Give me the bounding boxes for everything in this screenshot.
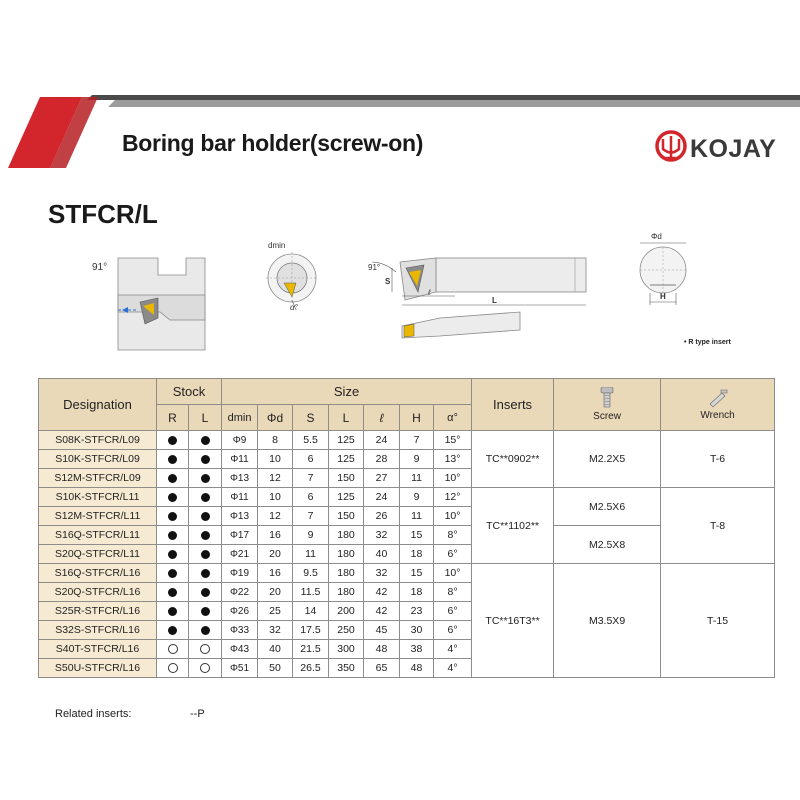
dmin-cell: Φ19: [222, 564, 258, 583]
in-stock-dot-icon: [201, 493, 210, 502]
stock-l-cell: [189, 545, 222, 564]
s-cell: 26.5: [293, 659, 329, 678]
ell-cell: 26: [364, 507, 400, 526]
wrench-cell: T-15: [661, 564, 775, 678]
L-cell: 180: [329, 526, 364, 545]
dmin-cell: Φ17: [222, 526, 258, 545]
h-cell: 18: [400, 583, 434, 602]
designation-cell: S25R-STFCR/L16: [39, 602, 157, 621]
stock-l-cell: [189, 488, 222, 507]
stock-r-cell: [157, 659, 189, 678]
stock-r-cell: [157, 450, 189, 469]
screw-cell: M2.5X8: [554, 526, 661, 564]
h-label: H: [660, 292, 666, 301]
dmin-cell: Φ11: [222, 450, 258, 469]
ell-cell: 42: [364, 583, 400, 602]
L-cell: 180: [329, 545, 364, 564]
in-stock-dot-icon: [201, 626, 210, 635]
stock-l-cell: [189, 640, 222, 659]
dmin-cell: Φ21: [222, 545, 258, 564]
side-view-diagram: [372, 258, 586, 338]
stock-r-cell: [157, 431, 189, 450]
ell-cell: 65: [364, 659, 400, 678]
table-row: [39, 564, 775, 583]
h-cell: 15: [400, 526, 434, 545]
s-cell: 6: [293, 488, 329, 507]
designation-cell: S12M-STFCR/L11: [39, 507, 157, 526]
stock-r-cell: [157, 545, 189, 564]
s-cell: 5.5: [293, 431, 329, 450]
stock-r-cell: [157, 602, 189, 621]
l-small-label: ℓ: [428, 288, 431, 297]
stock-r-cell: [157, 640, 189, 659]
wrench-icon: [707, 388, 729, 408]
in-stock-dot-icon: [168, 626, 177, 635]
wrench-cell: T-6: [661, 431, 775, 488]
screw-cell: M3.5X9: [554, 564, 661, 678]
stock-l-cell: [189, 450, 222, 469]
phid-cell: 32: [258, 621, 293, 640]
s-cell: 9.5: [293, 564, 329, 583]
L-cell: 150: [329, 507, 364, 526]
alpha-label: α°: [290, 303, 298, 312]
front-view-diagram: [118, 258, 205, 350]
designation-cell: S16Q-STFCR/L16: [39, 564, 157, 583]
th-h: H: [400, 405, 434, 431]
dmin-cell: Φ11: [222, 488, 258, 507]
ell-cell: 48: [364, 640, 400, 659]
th-size: Size: [222, 379, 472, 405]
spec-table: [38, 378, 775, 678]
in-stock-dot-icon: [168, 531, 177, 540]
on-order-dot-icon: [168, 644, 178, 654]
s-cell: 14: [293, 602, 329, 621]
dmin-cell: Φ22: [222, 583, 258, 602]
phid-cell: 10: [258, 450, 293, 469]
phid-cell: 12: [258, 507, 293, 526]
s-cell: 11.5: [293, 583, 329, 602]
kojay-logo-icon: [657, 132, 685, 160]
in-stock-dot-icon: [168, 512, 177, 521]
alpha-cell: 6°: [434, 545, 472, 564]
wrench-label: Wrench: [700, 410, 735, 421]
dmin-cell: Φ26: [222, 602, 258, 621]
in-stock-dot-icon: [201, 550, 210, 559]
ell-cell: 32: [364, 526, 400, 545]
h-cell: 7: [400, 431, 434, 450]
designation-cell: S20Q-STFCR/L16: [39, 583, 157, 602]
L-cell: 125: [329, 450, 364, 469]
stock-l-cell: [189, 564, 222, 583]
screw-cell: M2.5X6: [554, 488, 661, 526]
table-row: [39, 488, 775, 507]
in-stock-dot-icon: [168, 588, 177, 597]
spec-table-body: [39, 431, 775, 678]
in-stock-dot-icon: [168, 436, 177, 445]
alpha-cell: 6°: [434, 621, 472, 640]
ell-cell: 42: [364, 602, 400, 621]
alpha-cell: 10°: [434, 507, 472, 526]
th-wrench: [661, 379, 775, 431]
alpha-cell: 10°: [434, 564, 472, 583]
th-ell: ℓ: [364, 405, 400, 431]
in-stock-dot-icon: [201, 474, 210, 483]
th-L: L: [329, 405, 364, 431]
h-cell: 18: [400, 545, 434, 564]
wrench-cell: T-8: [661, 488, 775, 564]
designation-cell: S50U-STFCR/L16: [39, 659, 157, 678]
phid-cell: 12: [258, 469, 293, 488]
banner-gray-band: [108, 100, 800, 107]
in-stock-dot-icon: [168, 493, 177, 502]
screw-icon: [600, 387, 614, 409]
s-cell: 17.5: [293, 621, 329, 640]
phid-cell: 25: [258, 602, 293, 621]
s-cell: 6: [293, 450, 329, 469]
dmin-cell: Φ51: [222, 659, 258, 678]
in-stock-dot-icon: [201, 607, 210, 616]
phid-cell: 16: [258, 564, 293, 583]
h-cell: 15: [400, 564, 434, 583]
l-big-label: L: [492, 296, 497, 305]
designation-cell: S16Q-STFCR/L11: [39, 526, 157, 545]
phid-cell: 8: [258, 431, 293, 450]
alpha-cell: 13°: [434, 450, 472, 469]
th-inserts: Inserts: [472, 379, 554, 431]
th-stock: Stock: [157, 379, 222, 405]
ell-cell: 32: [364, 564, 400, 583]
in-stock-dot-icon: [201, 436, 210, 445]
dmin-label: dmin: [268, 241, 286, 250]
stock-l-cell: [189, 659, 222, 678]
in-stock-dot-icon: [201, 455, 210, 464]
phid-cell: 20: [258, 583, 293, 602]
alpha-cell: 4°: [434, 640, 472, 659]
th-s: S: [293, 405, 329, 431]
h-cell: 11: [400, 469, 434, 488]
h-cell: 11: [400, 507, 434, 526]
stock-r-cell: [157, 469, 189, 488]
L-cell: 125: [329, 431, 364, 450]
s-cell: 9: [293, 526, 329, 545]
L-cell: 200: [329, 602, 364, 621]
stock-r-cell: [157, 564, 189, 583]
th-dmin: dmin: [222, 405, 258, 431]
designation-cell: S10K-STFCR/L11: [39, 488, 157, 507]
designation-cell: S32S-STFCR/L16: [39, 621, 157, 640]
designation-cell: S10K-STFCR/L09: [39, 450, 157, 469]
in-stock-dot-icon: [168, 607, 177, 616]
s-cell: 7: [293, 469, 329, 488]
brand-name: KOJAY: [690, 135, 777, 163]
stock-r-cell: [157, 583, 189, 602]
designation-cell: S20Q-STFCR/L11: [39, 545, 157, 564]
stock-l-cell: [189, 431, 222, 450]
dmin-cell: Φ43: [222, 640, 258, 659]
s-cell: 21.5: [293, 640, 329, 659]
related-inserts-label: Related inserts:: [55, 708, 132, 720]
ell-cell: 45: [364, 621, 400, 640]
front-angle-label: 91°: [92, 262, 108, 273]
th-designation: Designation: [39, 379, 157, 431]
L-cell: 150: [329, 469, 364, 488]
stock-r-cell: [157, 526, 189, 545]
designation-cell: S40T-STFCR/L16: [39, 640, 157, 659]
in-stock-dot-icon: [201, 531, 210, 540]
in-stock-dot-icon: [201, 512, 210, 521]
s-cell: 11: [293, 545, 329, 564]
page-title: Boring bar holder(screw-on): [122, 130, 424, 156]
h-cell: 48: [400, 659, 434, 678]
table-row: [39, 431, 775, 450]
screw-cell: M2.2X5: [554, 431, 661, 488]
th-l: L: [189, 405, 222, 431]
stock-l-cell: [189, 526, 222, 545]
phi-d-label: Φd: [651, 232, 662, 241]
banner-dark-band: [87, 95, 800, 100]
s-cell: 7: [293, 507, 329, 526]
L-cell: 180: [329, 583, 364, 602]
th-r: R: [157, 405, 189, 431]
related-inserts-value: --P: [190, 708, 205, 720]
h-cell: 9: [400, 450, 434, 469]
dmin-cell: Φ13: [222, 469, 258, 488]
alpha-cell: 8°: [434, 526, 472, 545]
model-title: STFCR/L: [48, 199, 158, 229]
alpha-cell: 6°: [434, 602, 472, 621]
insert-cell: TC**1102**: [472, 488, 554, 564]
in-stock-dot-icon: [168, 455, 177, 464]
ell-cell: 28: [364, 450, 400, 469]
h-cell: 30: [400, 621, 434, 640]
phid-cell: 16: [258, 526, 293, 545]
stock-r-cell: [157, 621, 189, 640]
dmin-end-view-diagram: [266, 252, 318, 310]
on-order-dot-icon: [200, 644, 210, 654]
phid-cell: 10: [258, 488, 293, 507]
L-cell: 180: [329, 564, 364, 583]
in-stock-dot-icon: [168, 569, 177, 578]
phid-cell: 20: [258, 545, 293, 564]
L-cell: 125: [329, 488, 364, 507]
h-cell: 9: [400, 488, 434, 507]
screw-label: Screw: [593, 411, 621, 422]
ell-cell: 24: [364, 431, 400, 450]
stock-r-cell: [157, 488, 189, 507]
alpha-cell: 10°: [434, 469, 472, 488]
alpha-cell: 12°: [434, 488, 472, 507]
dmin-cell: Φ9: [222, 431, 258, 450]
ell-cell: 24: [364, 488, 400, 507]
L-cell: 250: [329, 621, 364, 640]
th-screw: [554, 379, 661, 431]
th-alpha: α°: [434, 405, 472, 431]
stock-l-cell: [189, 621, 222, 640]
alpha-cell: 15°: [434, 431, 472, 450]
in-stock-dot-icon: [201, 569, 210, 578]
stock-l-cell: [189, 507, 222, 526]
s-label: S: [385, 277, 391, 286]
technical-diagrams: [0, 225, 800, 375]
alpha-cell: 8°: [434, 583, 472, 602]
phid-cell: 40: [258, 640, 293, 659]
dmin-cell: Φ33: [222, 621, 258, 640]
on-order-dot-icon: [168, 663, 178, 673]
stock-l-cell: [189, 469, 222, 488]
on-order-dot-icon: [200, 663, 210, 673]
insert-cell: TC**16T3**: [472, 564, 554, 678]
stock-l-cell: [189, 583, 222, 602]
alpha-cell: 4°: [434, 659, 472, 678]
in-stock-dot-icon: [168, 474, 177, 483]
in-stock-dot-icon: [168, 550, 177, 559]
insert-note: • R type insert: [684, 339, 731, 346]
in-stock-dot-icon: [201, 588, 210, 597]
L-cell: 300: [329, 640, 364, 659]
side-angle-label: 91°: [368, 263, 381, 272]
h-cell: 23: [400, 602, 434, 621]
designation-cell: S12M-STFCR/L09: [39, 469, 157, 488]
phid-cell: 50: [258, 659, 293, 678]
th-phid: Φd: [258, 405, 293, 431]
dmin-cell: Φ13: [222, 507, 258, 526]
stock-l-cell: [189, 602, 222, 621]
designation-cell: S08K-STFCR/L09: [39, 431, 157, 450]
ell-cell: 27: [364, 469, 400, 488]
stock-r-cell: [157, 507, 189, 526]
header-banner: [0, 0, 800, 200]
ell-cell: 40: [364, 545, 400, 564]
h-cell: 38: [400, 640, 434, 659]
L-cell: 350: [329, 659, 364, 678]
insert-cell: TC**0902**: [472, 431, 554, 488]
